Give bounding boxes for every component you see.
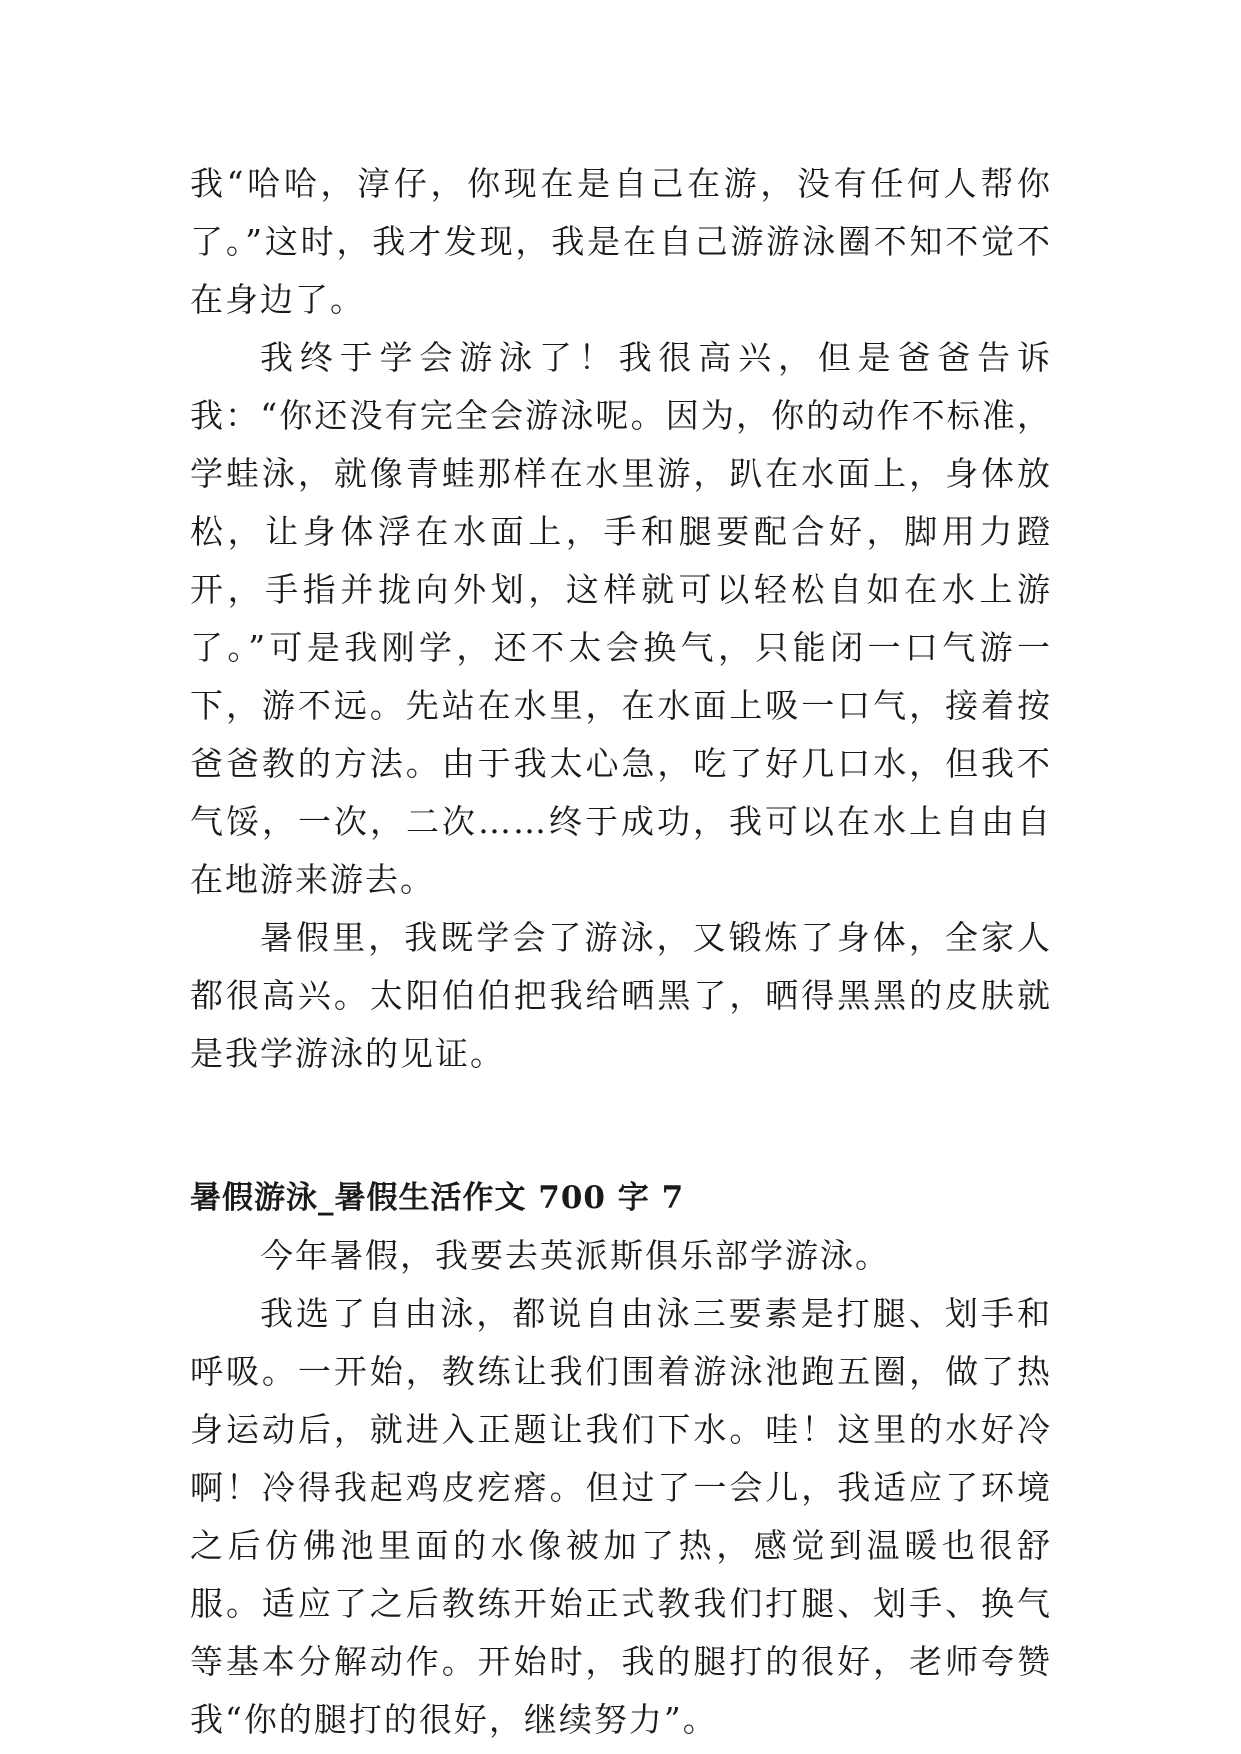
document-body bbox=[190, 155, 1052, 1749]
essay-title: 暑假游泳_暑假生活作文 700 字 7 bbox=[190, 1180, 685, 1216]
paragraph: 我选了自由泳，都说自由泳三要素是打腿、划手和呼吸。一开始，教练让我们围着游泳池跑五圈，做了热身运动后，就进入正题让我们下水。哇！这里的水好冷啊！冷得我起鸡皮疙瘩。但过了一会儿，我适应了环境之后仿佛池里面的水像被加了热，感觉到温暖也很舒服。适应了之后教练开始正式教我们打腿、划手、换气等基本分解动作。开始时，我的腿打的很好，老师夸赞我“你的腿打的很好，继续努力”。 bbox=[190, 1294, 1052, 1739]
paragraph: 我终于学会游泳了！我很高兴，但是爸爸告诉我：“你还没有完全会游泳呢。因为，你的动作不标准，学蛙泳，就像青蛙那样在水里游，趴在水面上，身体放松，让身体浮在水面上，手和腿要配合好，脚用力蹬开，手指并拢向外划，这样就可以轻松自如在水上游了。”可是我刚学，还不太会换气，只能闭一口气游一下，游不远。先站在水里，在水面上吸一口气，接着按爸爸教的方法。由于我太心急，吃了好几口水，但我不气馁，一次，二次……终于成功，我可以在水上自由自在地游来游去。 bbox=[190, 338, 1052, 899]
paragraph: 我“哈哈，淳仔，你现在是自己在游，没有任何人帮你了。”这时，我才发现，我是在自己游游泳圈不知不觉不在身边了。 bbox=[190, 164, 1052, 319]
section-spacer bbox=[190, 1083, 1052, 1169]
essay-continuation bbox=[190, 155, 1052, 1083]
paragraph: 今年暑假，我要去英派斯俱乐部学游泳。 bbox=[260, 1236, 890, 1275]
paragraph: 暑假里，我既学会了游泳，又锻炼了身体，全家人都很高兴。太阳伯伯把我给晒黑了，晒得黑黑的皮肤就是我学游泳的见证。 bbox=[190, 918, 1052, 1073]
essay-body bbox=[190, 1227, 1052, 1749]
